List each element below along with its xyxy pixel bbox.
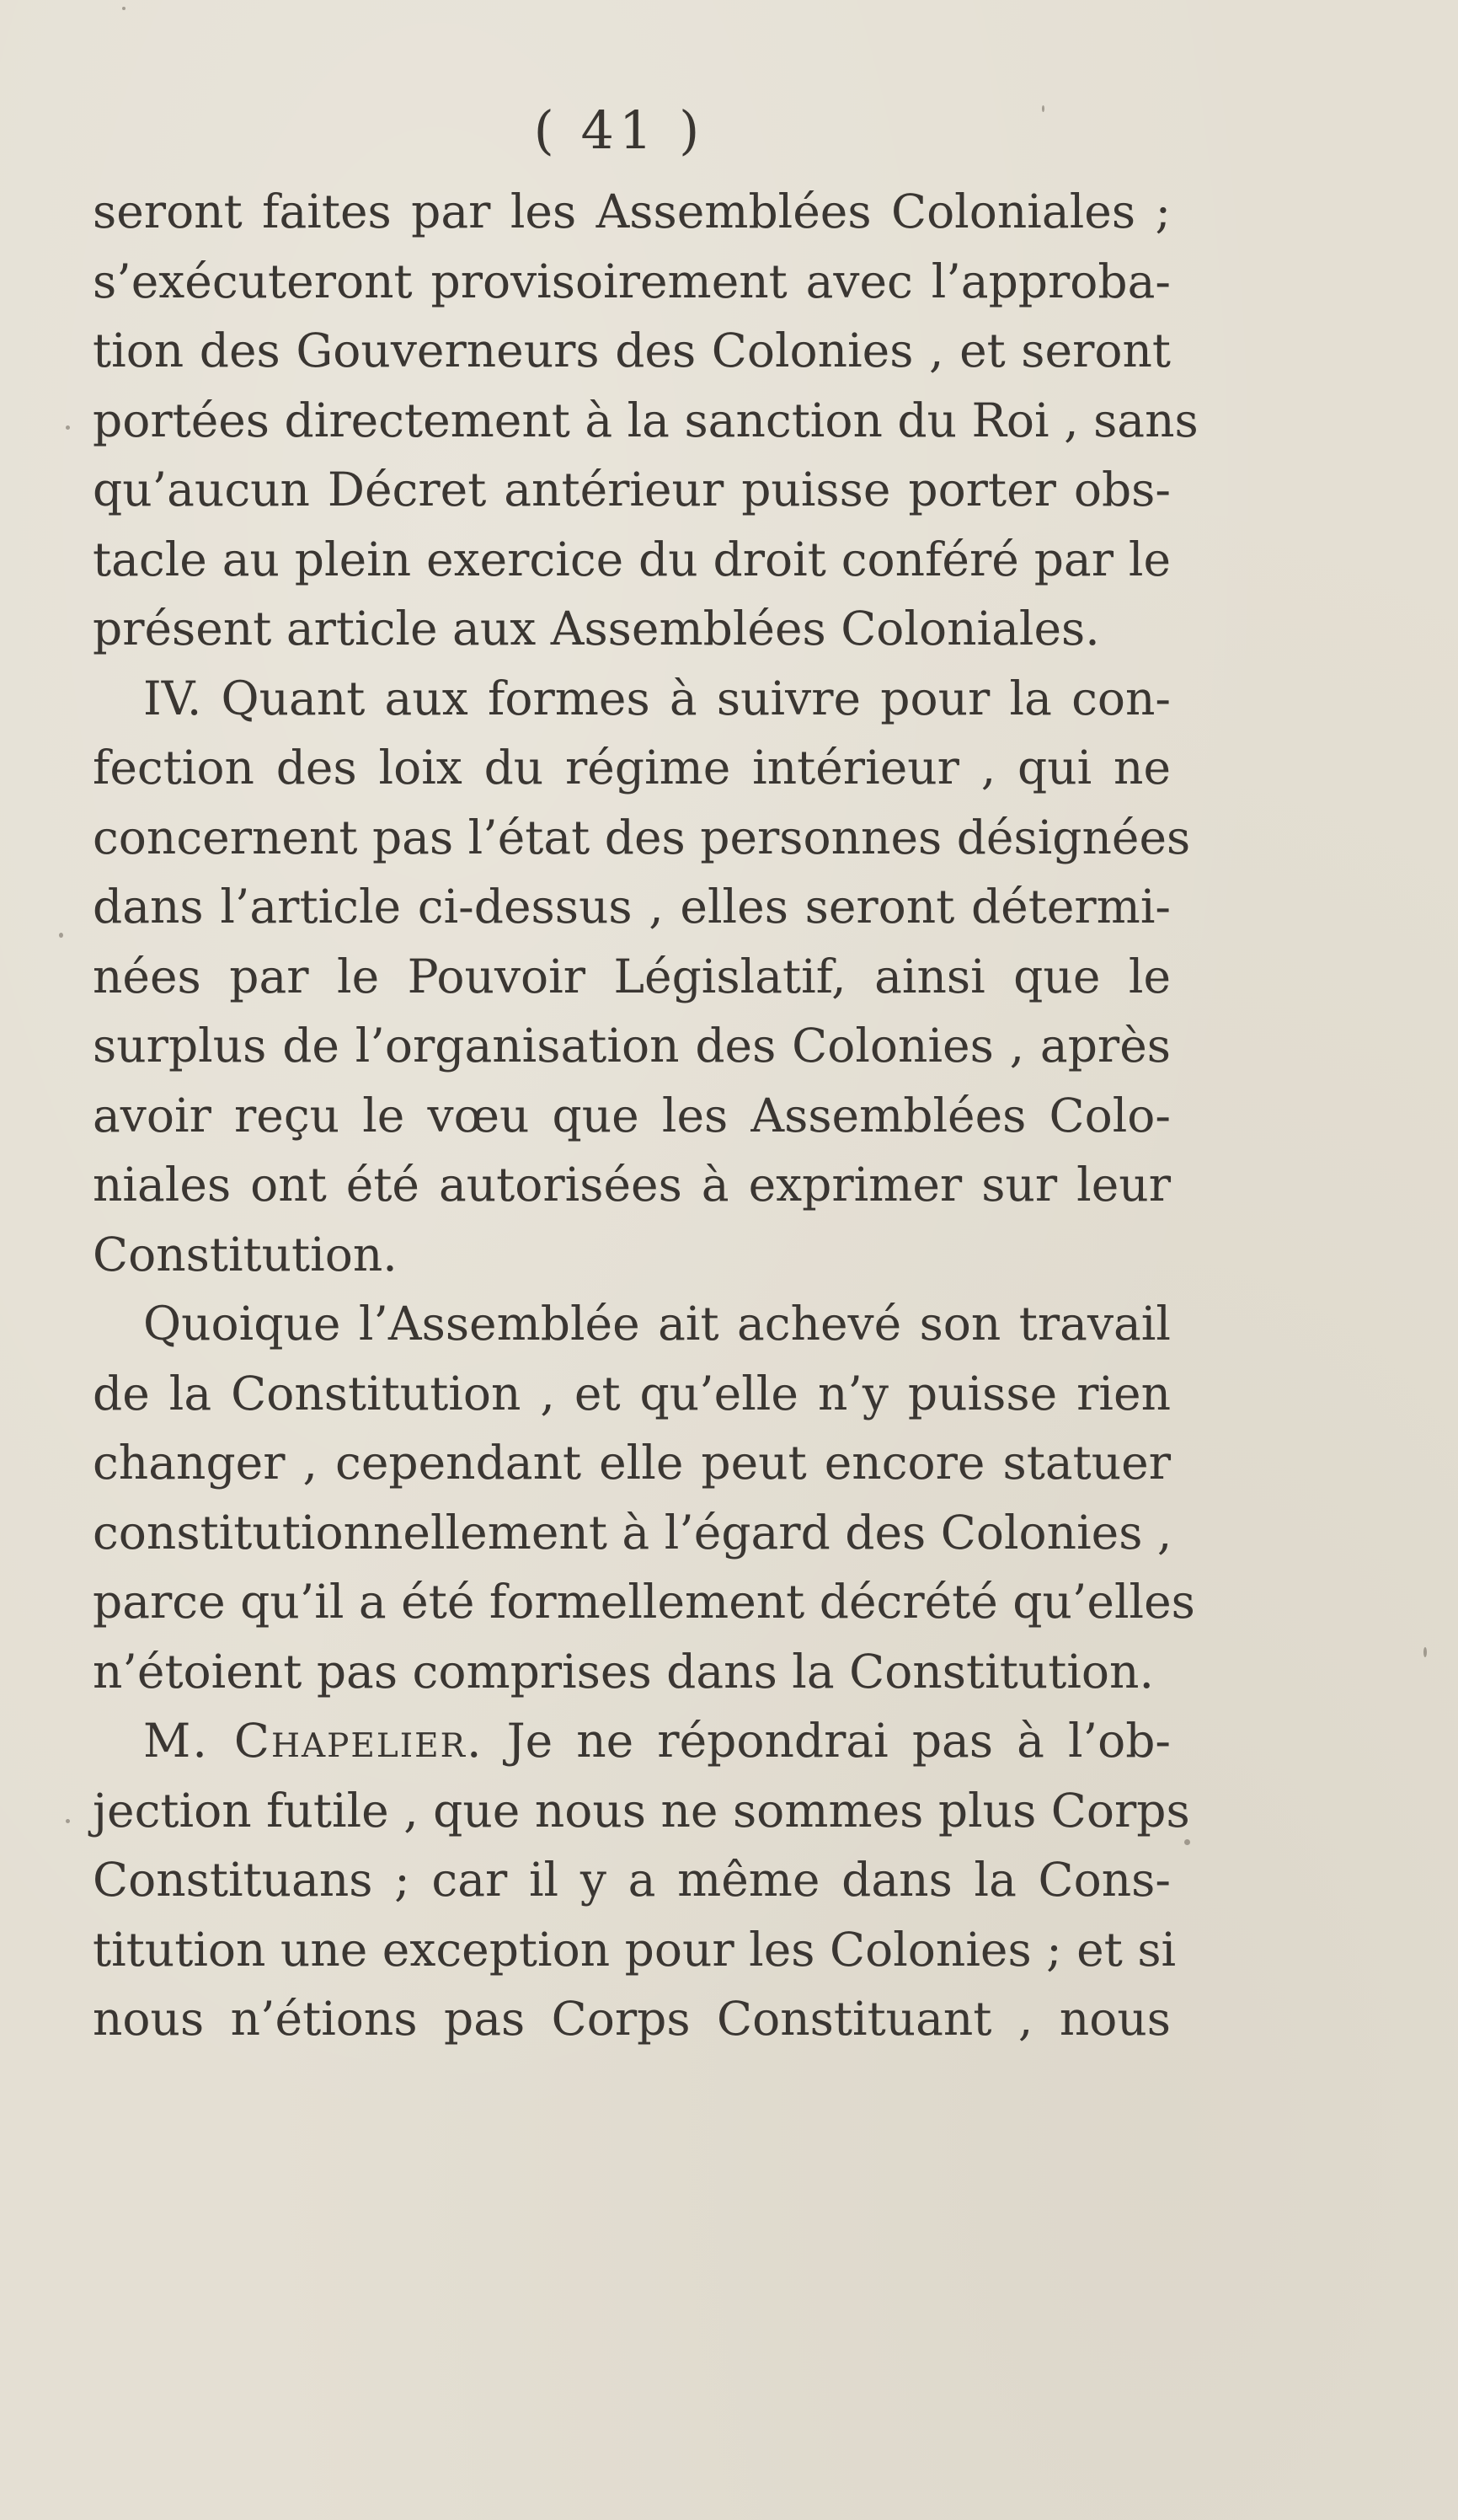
body-text bbox=[93, 177, 1199, 2054]
text-line: fection des loix du régime intérieur , qui ne bbox=[93, 741, 1171, 795]
text-line: Quoique l’Assemblée ait achevé son travail bbox=[143, 1297, 1171, 1351]
paper-speck bbox=[59, 933, 63, 938]
paper-speck bbox=[1423, 1647, 1427, 1657]
text-line: tacle au plein exercice du droit conféré par le bbox=[93, 532, 1171, 586]
paper-speck bbox=[66, 1819, 70, 1823]
text-line: constitutionnellement à l’égard des Colonies , bbox=[93, 1505, 1172, 1560]
speaker-name: M. Chapelier. bbox=[143, 1714, 483, 1768]
text-line: présent article aux Assemblées Coloniales. bbox=[93, 602, 1100, 655]
text-line: avoir reçu le vœu que les Assemblées Colo- bbox=[93, 1088, 1171, 1142]
text-line: n’étoient pas comprises dans la Constitution. bbox=[93, 1644, 1154, 1699]
text-line: jection futile , que nous ne sommes plus Corps bbox=[93, 1783, 1190, 1838]
page-number: ( 41 ) bbox=[533, 99, 705, 161]
text-line: seront faites par les Assemblées Coloniales ; bbox=[93, 185, 1171, 238]
paper-speck bbox=[1184, 1839, 1190, 1845]
text-line: qu’aucun Décret antérieur puisse porter obs- bbox=[93, 463, 1171, 516]
text-line: titution une exception pour les Colonies ; et si bbox=[93, 1922, 1177, 1977]
text-line: concernent pas l’état des personnes désignées bbox=[93, 810, 1191, 864]
paper-speck bbox=[1042, 105, 1044, 112]
text-line: Constitution. bbox=[93, 1227, 398, 1281]
text-line bbox=[93, 1706, 1171, 1776]
text-line: portées directement à la sanction du Roi , sans bbox=[93, 393, 1199, 447]
text-line: IV. Quant aux formes à suivre pour la con- bbox=[143, 671, 1171, 725]
text-line: dans l’article ci-dessus , elles seront détermi- bbox=[93, 880, 1171, 934]
text-line: parce qu’il a été formellement décrété qu’elles bbox=[93, 1575, 1195, 1629]
text-line: surplus de l’organisation des Colonies , après bbox=[93, 1019, 1171, 1073]
text-line: tion des Gouverneurs des Colonies , et seront bbox=[93, 324, 1171, 377]
text-line: nous n’étions pas Corps Constituant , nous bbox=[93, 1992, 1171, 2046]
text-line: nées par le Pouvoir Législatif, ainsi que le bbox=[93, 949, 1171, 1003]
text-line: de la Constitution , et qu’elle n’y puisse rien bbox=[93, 1366, 1171, 1421]
text-line: Constituans ; car il y a même dans la Cons- bbox=[93, 1853, 1171, 1907]
text-line: niales ont été autorisées à exprimer sur leur bbox=[93, 1158, 1171, 1212]
paper-speck bbox=[122, 7, 126, 10]
text-line: changer , cependant elle peut encore statuer bbox=[93, 1436, 1171, 1490]
paper-speck bbox=[66, 425, 70, 430]
text-line: s’exécuteront provisoirement avec l’approba- bbox=[93, 254, 1171, 308]
speech-text: Je ne répondrai pas à l’ob- bbox=[483, 1714, 1172, 1768]
